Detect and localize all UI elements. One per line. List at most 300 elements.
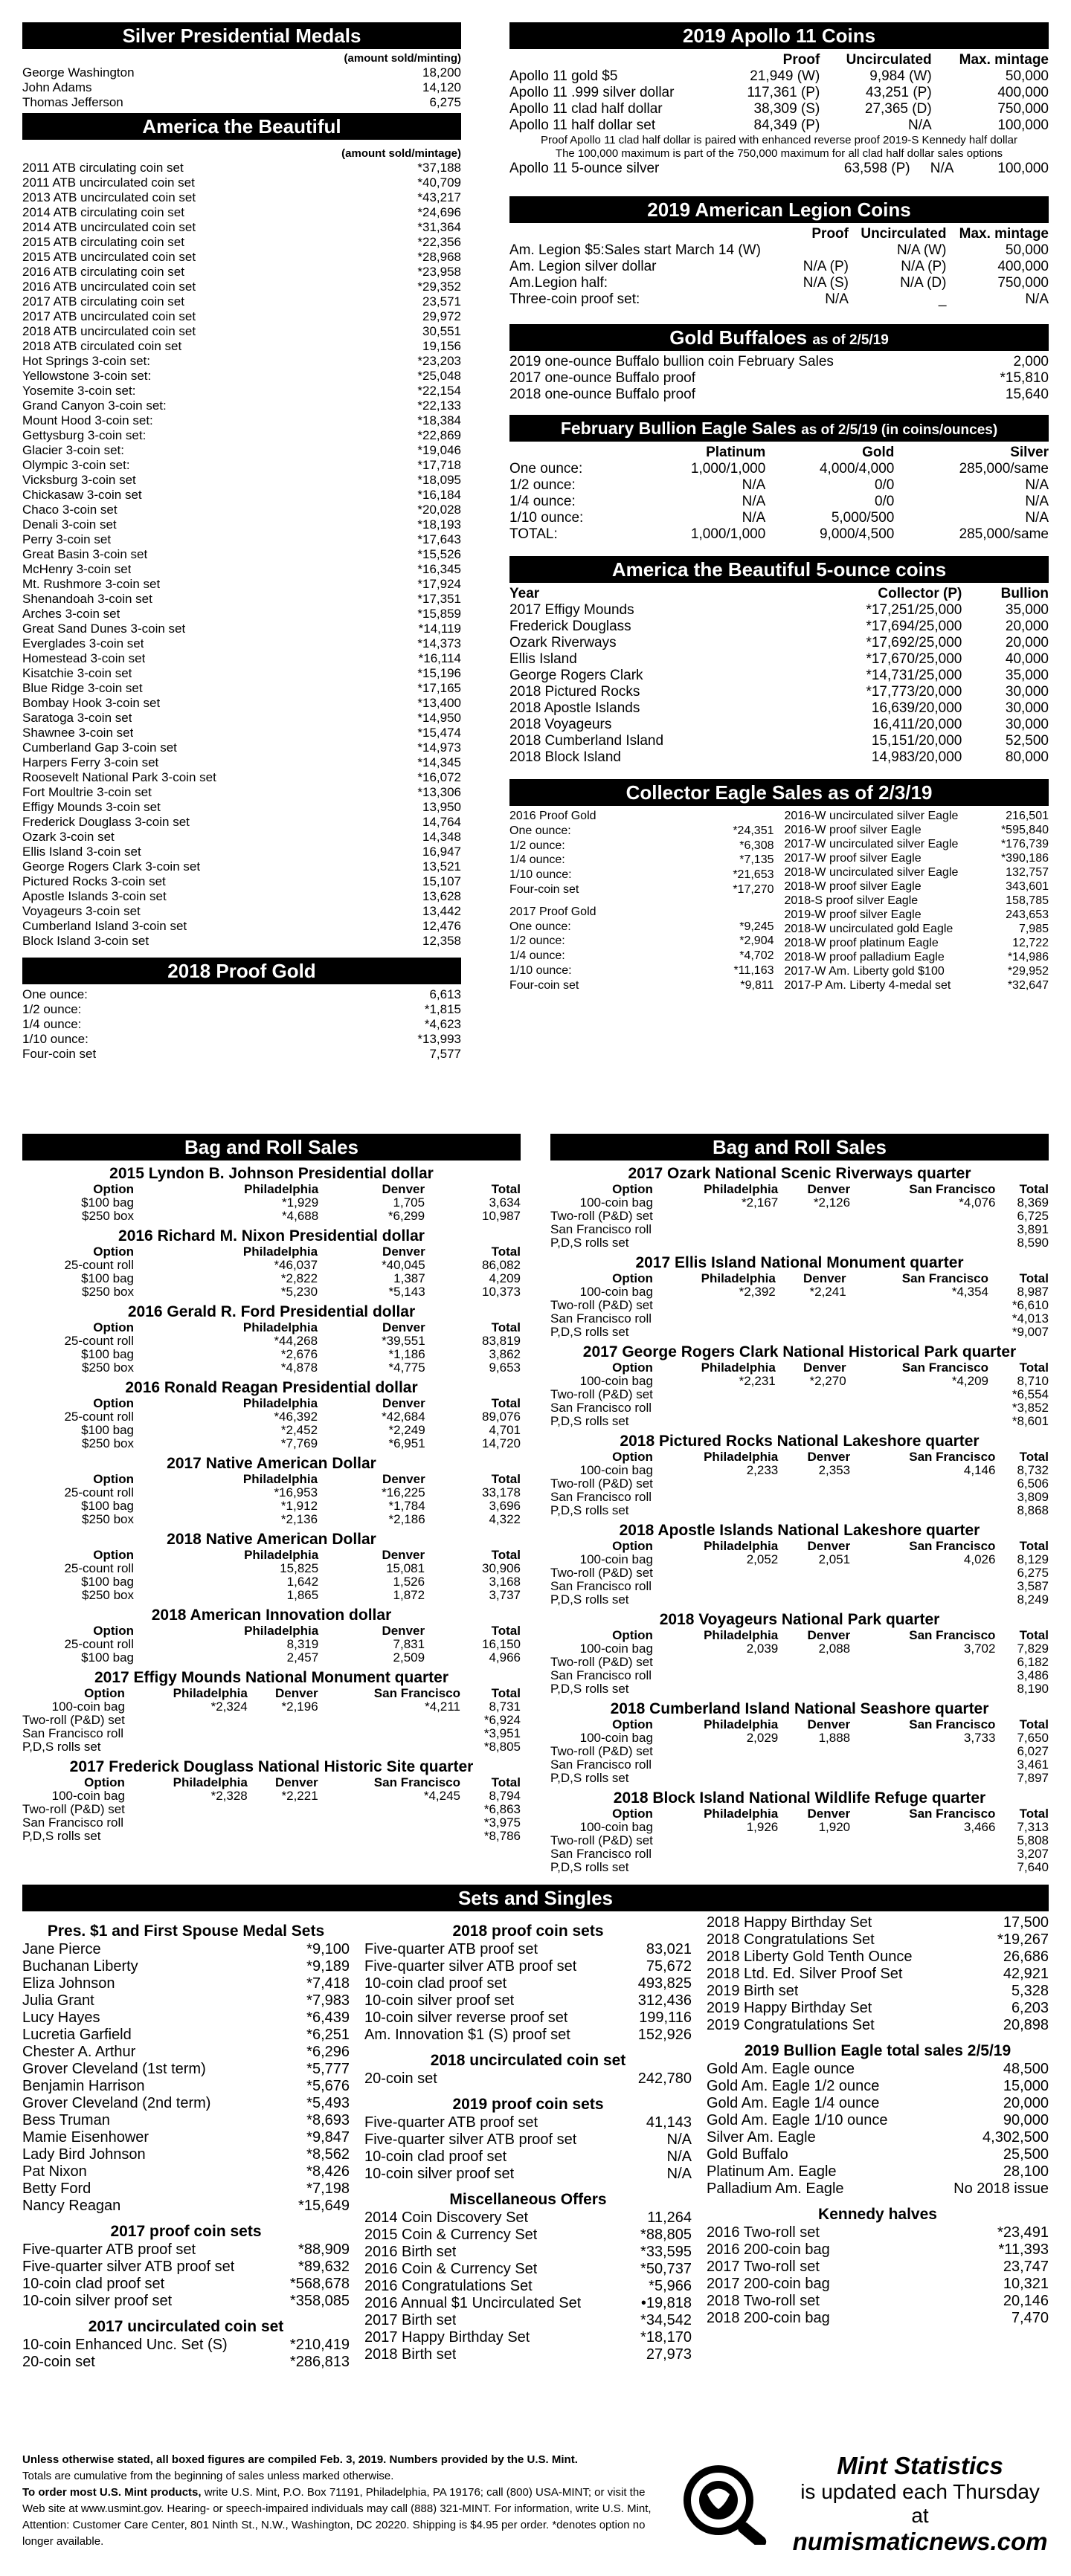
bag-row: [550, 1821, 1049, 1834]
sets-group-title: 2019 Bullion Eagle total sales 2/5/19: [744, 2042, 1012, 2059]
bag-value: 16,150: [482, 1637, 521, 1651]
atb-label: Bombay Hook 3-coin set: [22, 696, 161, 710]
atb5-label: George Rogers Clark: [509, 668, 643, 683]
sets-value: *5,676: [306, 2078, 350, 2094]
bag-value: 2,088: [818, 1642, 851, 1656]
bag-value: 1,526: [393, 1575, 425, 1589]
collector-eagle-row: [509, 838, 774, 853]
bag-option: $250 box: [82, 1512, 134, 1526]
apollo-extra-value: 100,000: [997, 161, 1049, 176]
atb-row: [22, 547, 461, 562]
footer: [22, 2452, 1049, 2556]
bag-column-header: Denver: [382, 1320, 425, 1334]
bag-value: *7,769: [280, 1436, 318, 1450]
collector-eagle-label: One ounce:: [509, 824, 571, 838]
bag-value: 8,731: [489, 1699, 521, 1714]
bag-value: 3,461: [1017, 1757, 1049, 1772]
atb-label: Chaco 3-coin set: [22, 503, 118, 517]
atb-label: Saratoga 3-coin set: [22, 711, 132, 725]
bag-option: San Francisco roll: [550, 1401, 652, 1415]
sets-value: *7,983: [306, 1992, 350, 2009]
bullion-eagle-table: [509, 445, 1049, 543]
bag-option: P,D,S rolls set: [550, 1325, 629, 1339]
bag-value: 8,369: [1017, 1195, 1049, 1210]
atb5-column-header: Collector (P): [878, 586, 962, 601]
bag-value: *9,007: [1012, 1325, 1049, 1339]
atb-value: *19,046: [417, 443, 461, 457]
bag-column-header: Option: [612, 1717, 653, 1731]
atb5-value: 14,983/20,000: [871, 749, 962, 765]
bag-value: [850, 1847, 995, 1861]
bag-row: [550, 1731, 1049, 1745]
bag-value: 2,039: [746, 1642, 779, 1656]
bag-row: [550, 1401, 1049, 1415]
bag-option: Two-roll (P&D) set: [550, 1476, 653, 1491]
atb5-row: [509, 635, 1049, 651]
bag-value: 3,168: [489, 1575, 521, 1589]
bag-roll-right: [550, 1134, 1049, 1874]
bag-header-row: [22, 1397, 521, 1410]
atb-value: 13,442: [422, 904, 461, 918]
atb-label: Chickasaw 3-coin set: [22, 488, 142, 502]
bag-value: *4,076: [959, 1195, 996, 1210]
sets-value: *88,805: [640, 2227, 692, 2243]
bullion-eagle-value: 285,000/same: [959, 526, 1049, 542]
bag-column-header: Philadelphia: [242, 1320, 318, 1334]
bag-column-header: Denver: [382, 1624, 425, 1638]
sets-row: [707, 2180, 1049, 2198]
bag-column-header: Total: [491, 1472, 521, 1486]
silver-medal-row: [22, 95, 461, 110]
bag-value: 14,720: [482, 1436, 521, 1450]
bag-column-header: Option: [93, 1320, 134, 1334]
bag-option: $250 box: [82, 1209, 134, 1223]
apollo-value: N/A: [907, 117, 932, 133]
bag-value: *40,045: [382, 1258, 425, 1272]
bag-row: [550, 1593, 1049, 1607]
atb5-column-header: Year: [509, 586, 540, 601]
bag-option: 25-count roll: [64, 1258, 134, 1272]
bag-value: 1,872: [393, 1588, 425, 1602]
sets-group-title: 2017 proof coin sets: [110, 2223, 262, 2240]
apollo-label: Apollo 11 gold $5: [509, 68, 618, 84]
apollo-extra-table: [509, 161, 1049, 177]
bag-value: *1,186: [388, 1347, 425, 1361]
bag-row: [550, 1580, 1049, 1593]
bag-value: *16,225: [382, 1485, 425, 1500]
atb-value: *13,306: [417, 785, 461, 799]
bag-value: 3,809: [1017, 1490, 1049, 1504]
collector-eagle-label: 2018-W proof silver Eagle: [784, 880, 922, 893]
bag-column-header: Option: [93, 1548, 134, 1562]
bag-column-header: Philadelphia: [173, 1775, 248, 1789]
sets-label: Betty Ford: [22, 2180, 91, 2197]
atb-label: Yosemite 3-coin set:: [22, 384, 136, 398]
bag-option: $250 box: [82, 1285, 134, 1299]
atb-label: 2016 ATB uncirculated coin set: [22, 280, 196, 294]
atb-row: [22, 622, 461, 636]
apollo-header-label: [509, 52, 724, 68]
bag-column-header: Denver: [807, 1717, 851, 1731]
sets-value: 20,146: [1003, 2293, 1049, 2309]
sets-label: Five-quarter silver ATB proof set: [364, 2131, 577, 2148]
sets-row: [364, 2278, 692, 2295]
atb-row: [22, 934, 461, 949]
sets-value: *34,542: [640, 2312, 692, 2328]
collector-eagle-spacer: [662, 809, 774, 824]
bag-value: [653, 1401, 776, 1415]
atb-value: *13,400: [417, 696, 461, 710]
atb-row: [22, 190, 461, 205]
atb-value: *22,356: [417, 235, 461, 249]
atb-label: Gettysburg 3-coin set:: [22, 428, 147, 442]
bag-value: [778, 1223, 850, 1236]
bag-value: 8,129: [1017, 1552, 1049, 1566]
sets-value: *286,813: [289, 2354, 350, 2370]
sets-value: *9,100: [306, 1941, 350, 1957]
bag-value: 7,829: [1017, 1642, 1049, 1656]
atb5-label: Frederick Douglass: [509, 619, 631, 634]
bag-column-header: Option: [84, 1775, 125, 1789]
bag-value: *8,805: [483, 1740, 521, 1754]
bag-value: [653, 1491, 778, 1504]
bag-column-header: Philadelphia: [704, 1717, 779, 1731]
bag-option: Two-roll (P&D) set: [550, 1298, 653, 1312]
bullion-eagle-label: TOTAL:: [509, 526, 558, 542]
bag-option: 25-count roll: [64, 1485, 134, 1500]
atb-label: Great Sand Dunes 3-coin set: [22, 622, 186, 636]
bag-row: [550, 1312, 1049, 1326]
silver-medals-list: [22, 65, 461, 110]
bag-value: [850, 1669, 995, 1682]
bag-value: 6,275: [1017, 1566, 1049, 1580]
atb5-label: 2018 Cumberland Island: [509, 733, 664, 749]
sets-value: 17,500: [1003, 1914, 1049, 1931]
atb-value: *31,364: [417, 220, 461, 234]
bag-value: 2,353: [818, 1463, 851, 1477]
collector-eagle-row: [785, 837, 1049, 851]
atb-row: [22, 161, 461, 175]
collector-eagle-label: 2016-W uncirculated silver Eagle: [784, 810, 959, 822]
bag-option: P,D,S rolls set: [550, 1503, 629, 1517]
bag-row: [550, 1210, 1049, 1223]
promo-title: Mint Statistics: [837, 2452, 1003, 2479]
collector-eagle-value: *17,270: [733, 882, 774, 896]
sets-row: [22, 2163, 350, 2180]
atb5-label: 2018 Block Island: [509, 749, 621, 765]
sets-label: Julia Grant: [22, 1992, 94, 2009]
sets-label: 10-coin silver proof set: [364, 1992, 515, 2009]
bag-block-title: 2018 Native American Dollar: [167, 1531, 376, 1548]
legion-value: N/A (P): [901, 259, 947, 274]
bag-value: [653, 1861, 778, 1874]
bag-value: *5,143: [388, 1285, 425, 1299]
atb-value: *15,859: [417, 607, 461, 621]
bullion-eagle-value: N/A: [742, 494, 766, 509]
bag-value: [248, 1727, 318, 1740]
atb-label: 2011 ATB uncirculated coin set: [22, 175, 195, 190]
atb-value: *22,133: [417, 398, 461, 413]
bag-value: *2,196: [281, 1699, 318, 1714]
promo-url[interactable]: numismaticnews.com: [792, 2528, 1048, 2555]
bag-value: [653, 1236, 778, 1250]
bag-value: *2,241: [809, 1285, 846, 1299]
bag-value: [778, 1682, 850, 1696]
bag-column-header: Denver: [275, 1775, 318, 1789]
sets-column-2: [364, 1914, 692, 2371]
atb-label: Kisatchie 3-coin set: [22, 666, 132, 680]
atb-label: 2018 ATB uncirculated coin set: [22, 324, 196, 338]
bag-column-header: Philadelphia: [704, 1539, 779, 1553]
bag-value: [248, 1803, 318, 1816]
bag-option: $100 bag: [81, 1423, 134, 1437]
bag-column-header: San Francisco: [901, 1360, 989, 1375]
bag-option: San Francisco roll: [550, 1579, 652, 1593]
collector-eagle-label: 1/2 ounce:: [509, 934, 565, 948]
sets-value: *33,595: [640, 2244, 692, 2260]
collector-eagle-row: [509, 824, 774, 839]
bag-header-row: [22, 1473, 521, 1486]
bag-table: [550, 1540, 1049, 1607]
bag-column-header: Total: [1019, 1717, 1049, 1731]
sets-label: Chester A. Arthur: [22, 2044, 136, 2060]
sets-row: [707, 2017, 1049, 2034]
collector-eagle-value: *595,840: [1000, 824, 1049, 836]
sets-label: Gold Am. Eagle 1/2 ounce: [707, 2078, 880, 2094]
bag-value: *6,299: [387, 1209, 425, 1223]
sets-label: 10-coin clad proof set: [364, 2149, 507, 2165]
collector-eagle-value: 343,601: [1006, 880, 1049, 893]
atb5-row: [509, 700, 1049, 717]
bag-value: [850, 1223, 995, 1236]
bag-option: $100 bag: [81, 1195, 134, 1210]
bag-value: *2,249: [388, 1423, 425, 1437]
bag-block-title: 2018 American Innovation dollar: [151, 1607, 392, 1624]
bag-value: [778, 1566, 850, 1580]
bullion-eagle-header: [509, 415, 1049, 442]
legion-row: [509, 291, 1049, 308]
bag-row: [550, 1553, 1049, 1566]
sets-label: 10-coin silver proof set: [364, 2166, 515, 2182]
atb-label: 2014 ATB uncirculated coin set: [22, 220, 196, 234]
sets-columns: [22, 1914, 1049, 2371]
sets-row: [22, 2061, 350, 2078]
legion-value: N/A (D): [900, 275, 947, 291]
bag-value: 7,640: [1017, 1860, 1049, 1874]
bag-column-header: Philadelphia: [244, 1624, 319, 1638]
sets-row: [707, 2129, 1049, 2146]
atb-label: McHenry 3-coin set: [22, 562, 132, 576]
atb-label: Grand Canyon 3-coin set:: [22, 398, 167, 413]
bag-option: 100-coin bag: [579, 1552, 653, 1566]
atb5-value: *17,773/20,000: [866, 684, 962, 700]
bag-option: $100 bag: [81, 1271, 134, 1285]
sets-row: [364, 2346, 692, 2363]
sets-row: [364, 2010, 692, 2027]
sets-row: [364, 2261, 692, 2278]
legion-value: 50,000: [1005, 242, 1049, 258]
apollo-label: Apollo 11 .999 silver dollar: [509, 85, 675, 100]
bag-row: [22, 1272, 521, 1285]
bag-header-row: [22, 1624, 521, 1638]
bag-column-header: Total: [491, 1320, 521, 1334]
atb-value: *37,188: [417, 161, 461, 175]
sets-label: 2018 200-coin bag: [707, 2310, 830, 2326]
bag-option: 25-count roll: [64, 1561, 134, 1575]
atb5-row: [509, 619, 1049, 635]
sets-value: *23,491: [997, 2224, 1049, 2241]
bag-row: [550, 1299, 1049, 1312]
sets-label: 2017 200-coin bag: [707, 2276, 830, 2292]
bag-row: [22, 1714, 521, 1727]
atb-row: [22, 889, 461, 904]
bag-value: 15,081: [386, 1561, 425, 1575]
atb-label: Voyageurs 3-coin set: [22, 904, 141, 918]
atb-value: 23,571: [422, 294, 461, 309]
bag-header-row: [550, 1718, 1049, 1731]
bag-option: P,D,S rolls set: [550, 1682, 629, 1696]
buffalo-label: 2018 one-ounce Buffalo proof: [509, 387, 696, 402]
bag-value: 3,733: [963, 1731, 996, 1745]
atb-row: [22, 919, 461, 934]
bag-value: 5,808: [1017, 1833, 1049, 1847]
sets-value: *5,966: [649, 2278, 692, 2294]
sets-value: 25,500: [1003, 2146, 1049, 2163]
bag-value: *4,245: [423, 1789, 461, 1803]
bag-value: 1,642: [286, 1575, 319, 1589]
bag-column-header: Philadelphia: [701, 1360, 776, 1375]
sets-value: 20,898: [1003, 2017, 1049, 2033]
bag-header-row: [22, 1549, 521, 1562]
sets-row: [22, 2198, 350, 2215]
sets-value: *89,632: [298, 2259, 350, 2275]
collector-eagle-left: [509, 809, 774, 992]
proof-gold-header: 2018 Proof Gold: [22, 958, 461, 984]
apollo-row: [509, 85, 1049, 101]
atb-value: 29,972: [422, 309, 461, 323]
sets-label: Buchanan Liberty: [22, 1958, 138, 1975]
sets-column-3: [707, 1914, 1049, 2371]
bag-column-header: Total: [491, 1396, 521, 1410]
bag-value: [778, 1236, 850, 1250]
bag-column-header: Total: [1019, 1628, 1049, 1642]
apollo-value: 21,949 (W): [750, 68, 820, 84]
bag-column-header: Denver: [807, 1182, 851, 1196]
sets-value: 15,000: [1003, 2078, 1049, 2094]
sets-label: Gold Am. Eagle ounce: [707, 2061, 855, 2077]
bag-value: [846, 1326, 988, 1339]
atb-row: [22, 755, 461, 770]
sets-row: [22, 2078, 350, 2095]
bullion-eagle-value: 9,000/4,500: [819, 526, 895, 542]
sets-value: 90,000: [1003, 2112, 1049, 2128]
sets-row: [22, 2095, 350, 2112]
bag-value: [125, 1727, 248, 1740]
bag-option: P,D,S rolls set: [22, 1829, 101, 1843]
collector-eagle-value: *4,702: [739, 949, 774, 963]
bag-value: 3,702: [963, 1642, 996, 1656]
sets-label: Jane Pierce: [22, 1941, 101, 1957]
buffalo-row: [509, 370, 1049, 387]
bag-value: [850, 1593, 995, 1607]
legion-value: N/A: [825, 291, 849, 307]
sets-label: 10-coin Enhanced Unc. Set (S): [22, 2337, 228, 2353]
bullion-eagle-row: [509, 510, 1049, 526]
bag-value: 1,888: [818, 1731, 851, 1745]
atb-value: *25,048: [417, 369, 461, 383]
sets-value: 23,747: [1003, 2259, 1049, 2275]
bag-value: [653, 1223, 778, 1236]
bag-value: *8,601: [1012, 1414, 1049, 1428]
bag-value: 1,387: [393, 1271, 425, 1285]
collector-eagle-group: 2016 Proof Gold: [509, 810, 596, 823]
atb-label: 2011 ATB circulating coin set: [22, 161, 184, 175]
bag-row: [550, 1669, 1049, 1682]
apollo-value: 27,365 (D): [864, 101, 932, 117]
bag-option: P,D,S rolls set: [550, 1236, 629, 1250]
sets-label: 2016 Birth set: [364, 2244, 457, 2260]
bag-value: [778, 1477, 850, 1491]
bag-value: [850, 1861, 995, 1874]
sets-value: *568,678: [289, 2276, 350, 2292]
bag-table: [22, 1473, 521, 1526]
collector-eagle-label: 1/4 ounce:: [509, 853, 565, 867]
bag-value: 6,725: [1017, 1209, 1049, 1223]
bag-value: *2,186: [388, 1512, 425, 1526]
atb-row: [22, 666, 461, 681]
bag-value: *4,209: [951, 1374, 989, 1388]
atb-value: 14,764: [422, 815, 461, 829]
sets-column-1: [22, 1914, 350, 2371]
bag-row: [550, 1236, 1049, 1250]
sets-label: 2019 Happy Birthday Set: [707, 2000, 872, 2016]
bag-value: [248, 1714, 318, 1727]
bullion-eagle-label: 1/2 ounce:: [509, 477, 576, 493]
bullion-eagle-column-header: Gold: [862, 445, 895, 460]
legion-value: 400,000: [997, 259, 1049, 274]
apollo-header: 2019 Apollo 11 Coins: [509, 22, 1049, 49]
sets-row: [364, 1958, 692, 1975]
bag-value: [653, 1745, 778, 1758]
bag-block-title: 2018 Cumberland Island National Seashore quarter: [610, 1700, 989, 1717]
sets-row: [707, 2112, 1049, 2129]
sets-label: 2017 Two-roll set: [707, 2259, 820, 2275]
atb-label: Pictured Rocks 3-coin set: [22, 874, 166, 888]
bag-value: 9,653: [489, 1360, 521, 1375]
bag-value: [850, 1745, 995, 1758]
bag-row: [550, 1375, 1049, 1388]
sets-value: *15,649: [298, 2198, 350, 2214]
bag-value: 4,026: [963, 1552, 996, 1566]
bag-column-header: San Francisco: [909, 1450, 996, 1464]
atb-row: [22, 785, 461, 800]
bag-value: *2,452: [280, 1423, 318, 1437]
bag-column-header: Philadelphia: [704, 1628, 779, 1642]
bag-value: *2,822: [280, 1271, 318, 1285]
collector-eagle-label: 1/4 ounce:: [509, 949, 565, 963]
atb5-label: 2018 Voyageurs: [509, 717, 612, 732]
bag-value: 4,209: [489, 1271, 521, 1285]
atb5-row: [509, 733, 1049, 749]
bag-row: [22, 1700, 521, 1714]
atb-row: [22, 458, 461, 473]
sets-row: [22, 2010, 350, 2027]
bag-value: [653, 1415, 776, 1428]
atb5-value: 35,000: [1005, 668, 1049, 683]
collector-eagle-value: *7,135: [739, 853, 774, 867]
sets-value: 75,672: [646, 1958, 692, 1975]
sets-label: Gold Am. Eagle 1/10 ounce: [707, 2112, 888, 2128]
